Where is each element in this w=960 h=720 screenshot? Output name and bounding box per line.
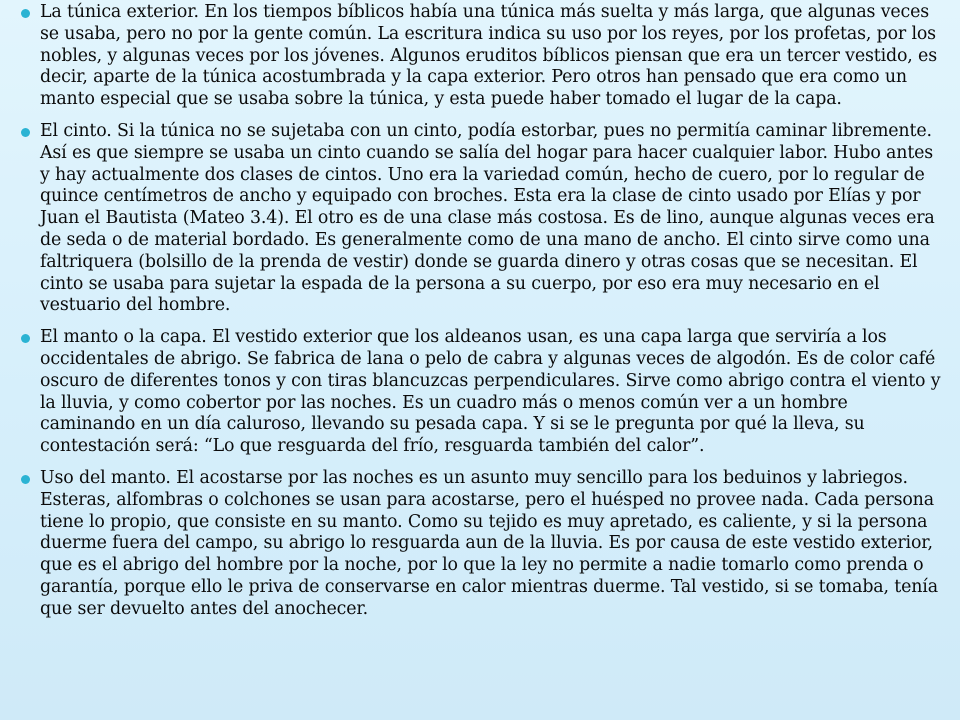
bullet-item-uso-manto bbox=[12, 468, 947, 621]
bullet-text: El manto o la capa. El vestido exterior que los aldeanos usan, es una capa larga que serviría a los occidentales de abrigo. Se fabrica de lana o pelo de cabra y algunas veces de algodón. Es de color café oscuro de diferentes tonos y con tiras blancuzcas perpendiculares. Sirve como abrigo contra el viento y la lluvia, y como cobertor por las noches. Es un cuadro más o menos común ver a un hombre caminando en un día caluroso, llevando su pesada capa. Y si se le pregunta por qué la lleva, su contestación será: “Lo que resguarda del frío, resguarda también del calor”. bbox=[40, 327, 941, 457]
bullet-list bbox=[12, 2, 947, 631]
bullet-item-cinto bbox=[12, 121, 947, 317]
bullet-text: Uso del manto. El acostarse por las noches es un asunto muy sencillo para los beduinos y labriegos. Esteras, alfombras o colchones se usan para acostarse, pero el huésped no provee nada. Cada persona tiene lo propio, que consiste en su manto. Como su tejido es muy apretado, es caliente, y si la persona duerme fuera del campo, su abrigo lo resguarda aun de la lluvia. Es por causa de este vestido exterior, que es el abrigo del hombre por la noche, por lo que la ley no permite a nadie tomarlo como prenda o garantía, porque ello le priva de conservarse en calor mientras duerme. Tal vestido, si se tomaba, tenía que ser devuelto antes del anochecer. bbox=[40, 467, 938, 619]
bullet-item-tunica-exterior bbox=[12, 2, 947, 111]
bullet-dot-icon bbox=[21, 334, 30, 343]
bullet-item-manto-capa bbox=[12, 327, 947, 458]
bullet-text: El cinto. Si la túnica no se sujetaba con un cinto, podía estorbar, pues no permitía caminar libremente. Así es que siempre se usaba un cinto cuando se salía del hogar para hacer cualquier labor. Hubo antes y hay actualmente dos clases de cintos. Uno era la variedad común, hecho de cuero, por lo regular de quince centímetros de ancho y equipado con broches. Esta era la clase de cinto usado por Elías y por Juan el Bautista (Mateo 3.4). El otro es de una clase más costosa. Es de lino, aunque algunas veces era de seda o de material bordado. Es generalmente como de una mano de ancho. El cinto sirve como una faltriquera (bolsillo de la prenda de vestir) donde se guarda dinero y otras cosas que se necesitan. El cinto se usaba para sujetar la espada de la persona a su cuerpo, por eso era muy necesario en el vestuario del hombre. bbox=[40, 120, 935, 316]
bullet-dot-icon bbox=[21, 9, 30, 18]
bullet-dot-icon bbox=[21, 128, 30, 137]
bullet-text: La túnica exterior. En los tiempos bíblicos había una túnica más suelta y más larga, que algunas veces se usaba, pero no por la gente común. La escritura indica su uso por los reyes, por los profetas, por los nobles, y algunas veces por los jóvenes. Algunos eruditos bíblicos piensan que era un tercer vestido, es decir, aparte de la túnica acostumbrada y la capa exterior. Pero otros han pensado que era como un manto especial que se usaba sobre la túnica, y esta puede haber tomado el lugar de la capa. bbox=[40, 2, 937, 110]
bullet-dot-icon bbox=[21, 475, 30, 484]
